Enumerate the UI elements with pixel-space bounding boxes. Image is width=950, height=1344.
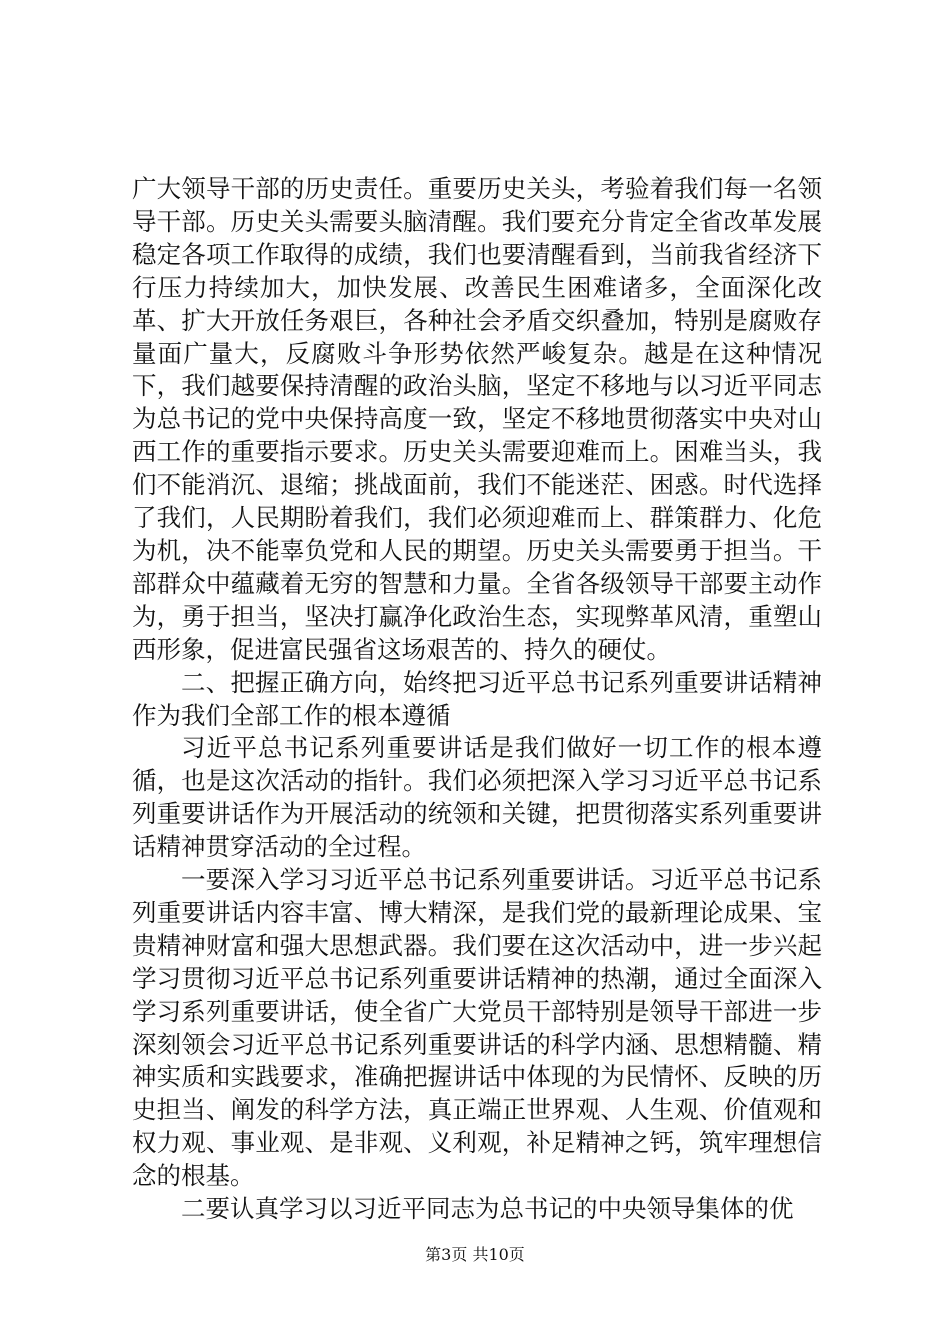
document-body (132, 173, 822, 1226)
paragraph: 二要认真学习以习近平同志为总书记的中央领导集体的优 (181, 1194, 794, 1224)
section-heading: 二、把握正确方向，始终把习近平总书记系列重要讲话精神作为我们全部工作的根本遵循 (132, 667, 822, 730)
paragraph-continuation: 广大领导干部的历史责任。重要历史关头，考验着我们每一名领导干部。历史关头需要头脑清醒。我们要充分肯定全省改革发展稳定各项工作取得的成绩，我们也要清醒看到，当前我省经济下行压力持续加大，加快发展、改善民生困难诸多，全面深化改革、扩大开放任务艰巨，各种社会矛盾交织叠加，特别是腐败存量面广量大，反腐败斗争形势依然严峻复杂。越是在这种情况下，我们越要保持清醒的政治头脑，坚定不移地与以习近平同志为总书记的党中央保持高度一致，坚定不移地贯彻落实中央对山西工作的重要指示要求。历史关头需要迎难而上。困难当头，我们不能消沉、退缩；挑战面前，我们不能迷茫、困惑。时代选择了我们，人民期盼着我们，我们必须迎难而上、群策群力、化危为机，决不能辜负党和人民的期望。历史关头需要勇于担当。干部群众中蕴藏着无穷的智慧和力量。全省各级领导干部要主动作为，勇于担当，坚决打赢净化政治生态，实现弊革风清，重塑山西形象，促进富民强省这场艰苦的、持久的硬仗。 (132, 174, 822, 664)
paragraph: 一要深入学习习近平总书记系列重要讲话。习近平总书记系列重要讲话内容丰富、博大精深，是我们党的最新理论成果、宝贵精神财富和强大思想武器。我们要在这次活动中，进一步兴起学习贯彻习近平总书记系列重要讲话精神的热潮，通过全面深入学习系列重要讲话，使全省广大党员干部特别是领导干部进一步深刻领会习近平总书记系列重要讲话的科学内涵、思想精髓、精神实质和实践要求，准确把握讲话中体现的为民情怀、反映的历史担当、阐发的科学方法，真正端正世界观、人生观、价值观和权力观、事业观、是非观、义利观，补足精神之钙，筑牢理想信念的根基。 (132, 865, 822, 1191)
paragraph: 习近平总书记系列重要讲话是我们做好一切工作的根本遵循，也是这次活动的指针。我们必须把深入学习习近平总书记系列重要讲话作为开展活动的统领和关键，把贯彻落实系列重要讲话精神贯穿活动的全过程。 (132, 733, 822, 862)
page-number-footer: 第3页 共10页 (425, 1245, 525, 1264)
